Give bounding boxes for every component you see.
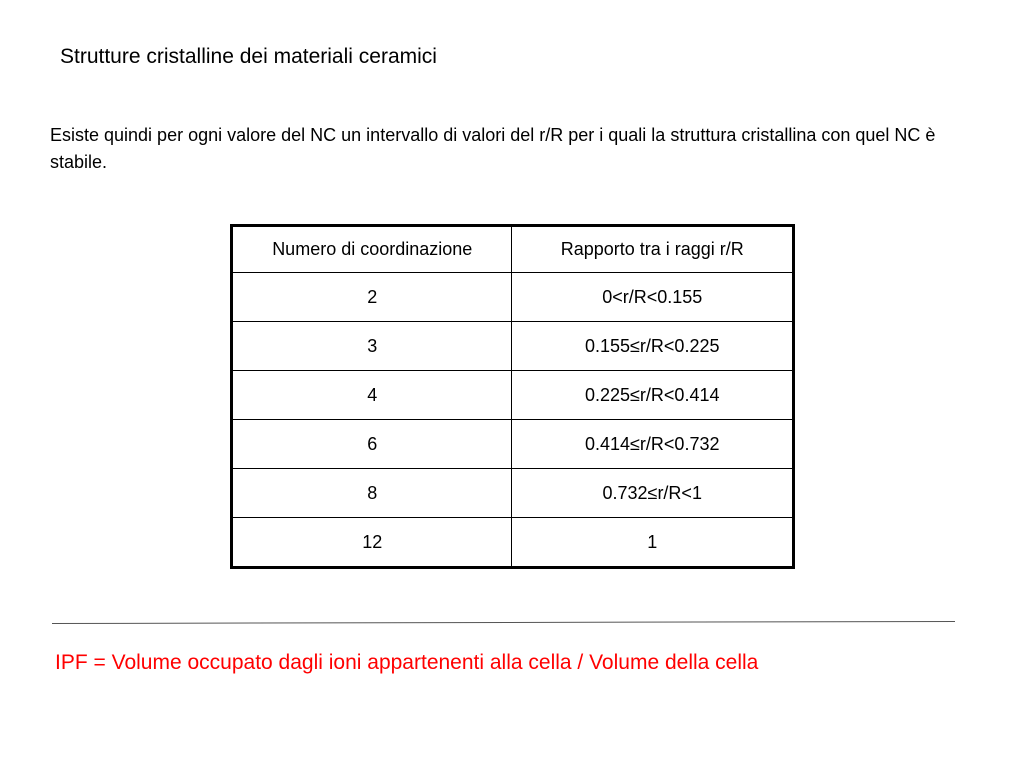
header-coordination-number: Numero di coordinazione (232, 226, 512, 273)
radius-ratio-cell: 0.225≤r/R<0.414 (512, 371, 794, 420)
horizontal-divider (52, 621, 955, 624)
radius-ratio-cell: 0.155≤r/R<0.225 (512, 322, 794, 371)
intro-paragraph: Esiste quindi per ogni valore del NC un intervallo di valori del r/R per i quali la struttura cristallina con quel NC è stabile. (50, 125, 936, 172)
coordination-number-cell: 3 (232, 322, 512, 371)
coordination-number-cell: 4 (232, 371, 512, 420)
table-row (232, 420, 794, 469)
radius-ratio-cell: 0<r/R<0.155 (512, 273, 794, 322)
coordination-table (230, 224, 795, 569)
radius-ratio-cell: 1 (512, 518, 794, 568)
ipf-definition: IPF = Volume occupato dagli ioni appartenenti alla cella / Volume della cella (55, 651, 759, 674)
coordination-number-cell: 6 (232, 420, 512, 469)
header-radius-ratio: Rapporto tra i raggi r/R (512, 226, 794, 273)
radius-ratio-cell: 0.414≤r/R<0.732 (512, 420, 794, 469)
coordination-number-cell: 8 (232, 469, 512, 518)
table-header-row (232, 226, 794, 273)
coordination-number-cell: 2 (232, 273, 512, 322)
table-row (232, 371, 794, 420)
radius-ratio-cell: 0.732≤r/R<1 (512, 469, 794, 518)
table-row (232, 273, 794, 322)
table-row (232, 469, 794, 518)
coordination-number-cell: 12 (232, 518, 512, 568)
table-row (232, 322, 794, 371)
table-row (232, 518, 794, 568)
slide-title: Strutture cristalline dei materiali ceramici (60, 45, 437, 68)
